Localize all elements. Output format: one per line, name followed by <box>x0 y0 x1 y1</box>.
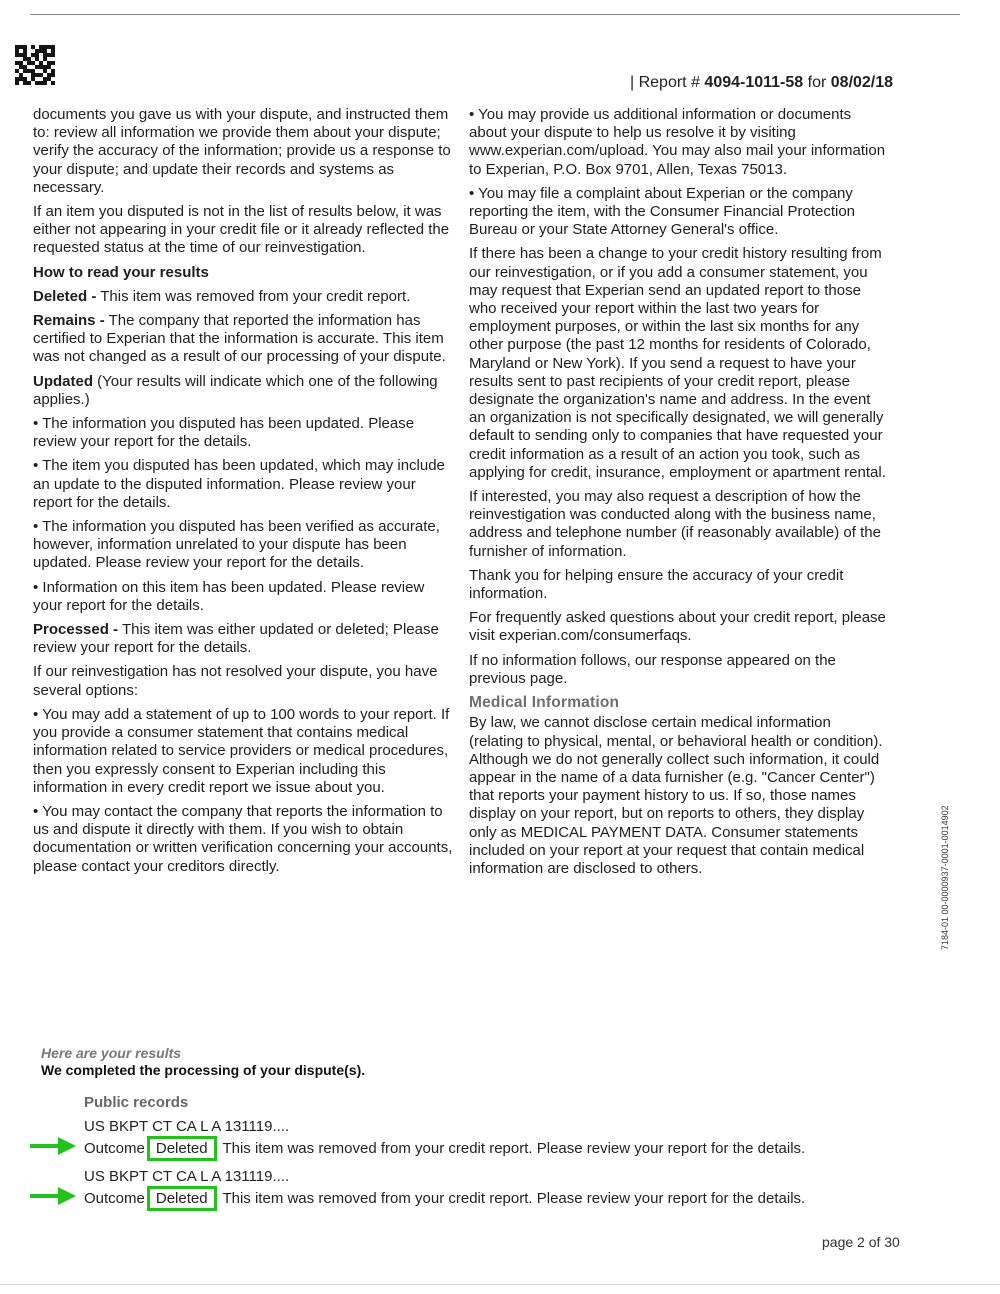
outcome-text: This item was removed from your credit report. Please review your report for the details. <box>222 1140 806 1157</box>
option-file-complaint: • You may file a complaint about Experian or the company reporting the item, with the Consumer Financial Protection Bureau or your State Attorney General's office. <box>469 184 856 239</box>
how-to-read-heading: How to read your results <box>33 263 209 281</box>
report-number: 4094-1011-58 <box>704 74 804 91</box>
term-remains: Remains - <box>33 312 105 330</box>
option-contact-company: • You may contact the company that reports the information to us and dispute it directly with them. If you wish to obtain documentation or written verification concerning your accounts, please contact your creditors directly. <box>33 802 453 875</box>
term-processed: Processed - <box>33 621 119 639</box>
green-arrow-icon <box>30 1135 76 1157</box>
report-for-label: for <box>807 74 827 91</box>
report-header <box>630 74 910 92</box>
outcome-deleted-highlight: Deleted <box>147 1186 217 1211</box>
results-subtitle: We completed the processing of your dispute(s). <box>41 1062 366 1078</box>
outcome-label: Outcome <box>84 1190 145 1207</box>
results-title: Here are your results <box>41 1045 182 1061</box>
updated-bullet-4: • Information on this item has been updated. Please review your report for the details. <box>33 578 425 614</box>
side-barcode-text: 7184-01 00-0000937-0001-0014902 <box>940 805 950 950</box>
report-date: 08/02/18 <box>830 74 894 91</box>
left-column <box>33 106 453 882</box>
updated-bullet-2: • The item you disputed has been updated, which may include an update to the disputed information. Please review your report for the details. <box>33 457 445 511</box>
public-record-item <box>84 1167 805 1208</box>
paragraph-no-info: If no information follows, our response appeared on the previous page. <box>469 651 836 687</box>
public-records-heading: Public records <box>84 1094 189 1111</box>
text-remains: The company that reported the information has certified to Experian that the information is accurate. This item was not changed as a result of our processing of your dispute. <box>33 312 446 366</box>
text-updated: (Your results will indicate which one of the following applies.) <box>33 372 438 408</box>
option-provide-info: • You may provide us additional information or documents about your dispute to help us resolve it by visiting www.experian.com/upload. You may also mail your information to Experian, P.O. Box 9701, Allen, Texas 75013. <box>469 106 886 178</box>
record-outcome <box>84 1136 805 1158</box>
definition-processed <box>33 621 453 657</box>
outcome-label: Outcome <box>84 1140 145 1157</box>
public-record-item <box>84 1117 805 1158</box>
green-arrow-icon <box>30 1185 76 1207</box>
paragraph-change-history: If there has been a change to your credit history resulting from our reinvestigation, or if you add a consumer statement, you may request that Experian send an updated report to those who received your report within the last two years for employment purposes, or within the last six months for any other purpose (the past 12 months for residents of Colorado, Maryland or New York). If you send a request to have your results sent to past recipients of your credit report, please designate the organization's name and address. In the event an organization is not specifically designated, we will generally default to sending only to companies that have requested your credit information as a result of an action you took, such as applying for credit, insurance, employment or apartment rental. <box>469 245 886 481</box>
updated-bullet-3: • The information you disputed has been verified as accurate, however, information unrelated to your dispute has been updated. Please review your report for the details. <box>33 518 440 572</box>
paragraph-not-in-list: If an item you disputed is not in the list of results below, it was either not appearing in your credit file or it already reflected the requested status at the time of our reinvestigation. <box>33 203 450 257</box>
paragraph-description-request: If interested, you may also request a description of how the reinvestigation was conducted along with the business name, address and telephone number (if reasonably available) of the furnisher of information. <box>469 488 881 560</box>
text-deleted: This item was removed from your credit report. <box>100 287 411 305</box>
right-column <box>469 106 889 884</box>
page-number: page 2 of 30 <box>822 1234 900 1250</box>
definition-updated <box>33 373 453 409</box>
outcome-text: This item was removed from your credit report. Please review your report for the details. <box>222 1190 806 1207</box>
top-rule <box>30 14 960 15</box>
term-updated: Updated <box>33 372 93 390</box>
paragraph-medical: By law, we cannot disclose certain medical information (relating to physical, mental, or behavioral health or condition). Although we do not generally collect such information, it could appear in the name of a data furnisher (e.g. "Cancer Center") that reports your payment history to us. If so, those names display on your report, but on reports to others, they display only as MEDICAL PAYMENT DATA. Consumer statements included on your report at your request that contain medical information are disclosed to others. <box>469 714 883 877</box>
paragraph-dispute-instructions: documents you gave us with your dispute, and instructed them to: review all information we provide them about your dispute; verify the accuracy of the information; provide us a response to your dispute; and update their records and systems as necessary. <box>33 106 451 196</box>
medical-info-heading: Medical Information <box>469 694 620 712</box>
options-intro: If our reinvestigation has not resolved your dispute, you have several options: <box>33 663 438 699</box>
report-prefix: | Report # <box>630 74 700 91</box>
definition-remains <box>33 312 453 367</box>
bottom-rule <box>0 1284 1000 1285</box>
text-processed: This item was either updated or deleted; Please review your report for the details. <box>33 621 439 657</box>
qr-code-icon <box>15 45 55 85</box>
record-name: US BKPT CT CA L A 131119.... <box>84 1118 290 1135</box>
outcome-deleted-highlight: Deleted <box>147 1136 217 1161</box>
record-name: US BKPT CT CA L A 131119.... <box>84 1168 290 1185</box>
option-statement: • You may add a statement of up to 100 words to your report. If you provide a consumer statement that contains medical information related to service providers or medical procedures, then you expressly consent to Experian including this information in every credit report we issue about you. <box>33 705 450 796</box>
record-outcome <box>84 1186 805 1208</box>
term-deleted: Deleted - <box>33 287 97 305</box>
updated-bullet-1: • The information you disputed has been updated. Please review your report for the details. <box>33 415 415 451</box>
definition-deleted <box>33 288 453 306</box>
paragraph-thanks: Thank you for helping ensure the accuracy of your credit information. <box>469 566 844 603</box>
paragraph-faq: For frequently asked questions about your credit report, please visit experian.com/consumerfaqs. <box>469 609 886 645</box>
